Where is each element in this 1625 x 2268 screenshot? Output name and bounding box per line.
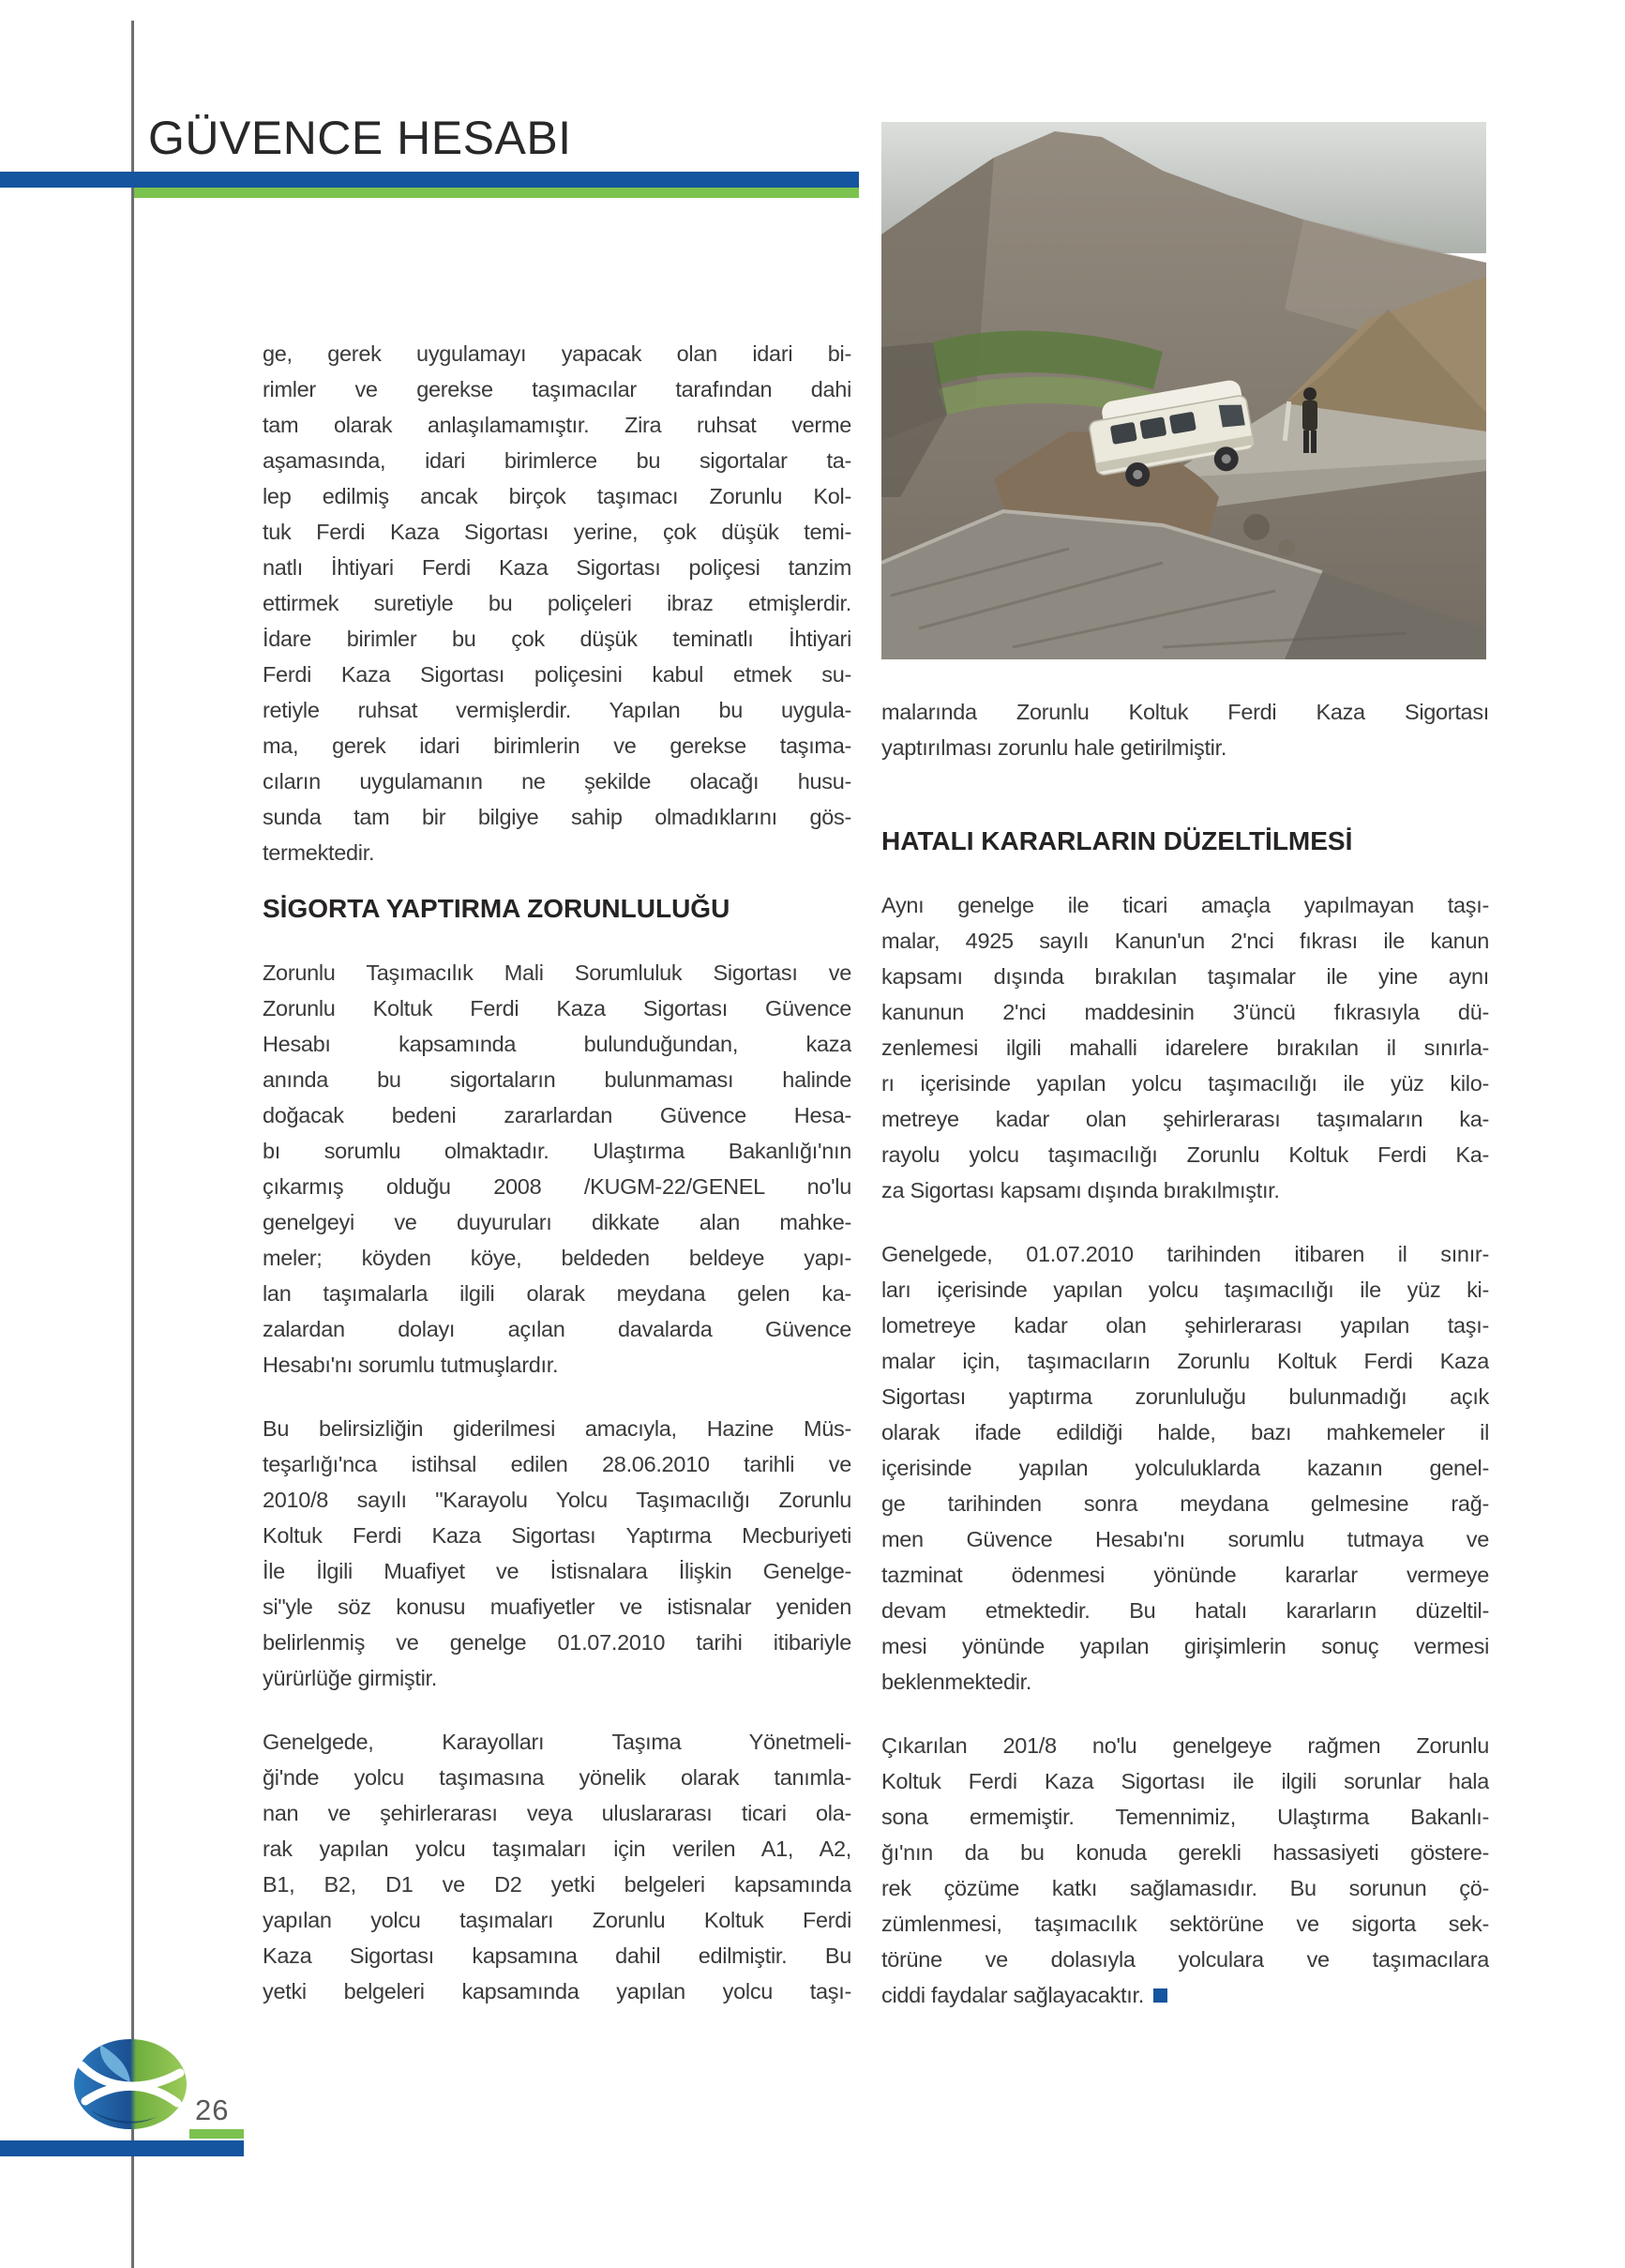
accident-photo-illustration [881, 122, 1486, 659]
text-line: zümlenmesi, taşımacılık sektörüne ve sigorta sek- [881, 1912, 1489, 1936]
text-line: za Sigortası kapsamı dışında bırakılmıştır. [881, 1178, 1280, 1202]
text-line: çıkarmış olduğu 2008 /KUGM-22/GENEL no'lu [263, 1174, 851, 1199]
text-line: retiyle ruhsat vermişlerdir. Yapılan bu uygula- [263, 698, 851, 722]
text-line: tam olarak anlaşılamamıştır. Zira ruhsat verme [263, 413, 851, 437]
text-line: sona ermemiştir. Temennimiz, Ulaştırma Bakanlı- [881, 1805, 1489, 1829]
text-line: Bu belirsizliğin giderilmesi amacıyla, Hazine Müs- [263, 1416, 851, 1441]
text-line: tuk Ferdi Kaza Sigortası yerine, çok düşük temi- [263, 520, 851, 544]
text-line: rimler ve gerekse taşımacılar tarafından dahi [263, 377, 851, 401]
section-heading: SİGORTA YAPTIRMA ZORUNLULUĞU [263, 894, 730, 923]
vertical-rule [131, 21, 134, 2268]
text-line: ma, gerek idari birimlerin ve gerekse taşıma- [263, 733, 851, 758]
text-line: rayolu yolcu taşımacılığı Zorunlu Koltuk Ferdi Ka- [881, 1142, 1489, 1167]
text-line: nan ve şehirlerarası veya uluslararası ticari ola- [263, 1801, 851, 1825]
text-line: doğacak bedeni zararlardan Güvence Hesa- [263, 1103, 851, 1127]
text-line: Genelgede, 01.07.2010 tarihinden itibaren il sınır- [881, 1242, 1489, 1266]
text-line: olarak ifade edildiği halde, bazı mahkemeler il [881, 1420, 1489, 1444]
text-line: törüne ve dolasıyla yolculara ve taşımacılara [881, 1947, 1489, 1972]
text-line: rı içerisinde yapılan yolcu taşımacılığı ile yüz kilo- [881, 1071, 1489, 1096]
text-line: anında bu sigortaların bulunmaması halinde [263, 1067, 851, 1092]
photo-rock-1 [1243, 514, 1270, 540]
text-line: İle İlgili Muafiyet ve İstisnalara İlişkin Genelge- [263, 1559, 851, 1583]
text-line: ciddi faydalar sağlayacaktır. [881, 1977, 1489, 2013]
text-line: Koltuk Ferdi Kaza Sigortası ile ilgili sorunlar hala [881, 1769, 1489, 1793]
text-line: Hesabı kapsamında bulunduğundan, kaza [263, 1032, 851, 1056]
page-number: 26 [195, 2094, 230, 2126]
text-line: cıların uygulamanın ne şekilde olacağı husu- [263, 769, 851, 794]
header-green-bar [134, 188, 859, 198]
text-line: ge tarihinden sonra meydana gelmesine rağ- [881, 1491, 1489, 1516]
text-line: yetki belgeleri kapsamında yapılan yolcu taşı- [263, 1979, 851, 2003]
left-column [263, 319, 851, 2009]
text-line: lometreye kadar olan şehirlerarası yapılan taşı- [881, 1313, 1489, 1338]
publisher-logo [72, 2037, 188, 2132]
text-line: tazminat ödenmesi yönünde kararlar vermeye [881, 1563, 1489, 1587]
header-blue-bar [0, 172, 859, 188]
text-line: 2010/8 sayılı "Karayolu Yolcu Taşımacılığı Zorunlu [263, 1488, 851, 1512]
text-line: natlı İhtiyari Ferdi Kaza Sigortası poliçesi tanzim [263, 555, 851, 580]
text-line: beklenmektedir. [881, 1670, 1032, 1694]
text-line: kanunun 2'nci maddesinin 3'üncü fıkrasıyla dü- [881, 1000, 1489, 1024]
text-line: Sigortası yaptırma zorunluluğu bulunmadığı açık [881, 1384, 1489, 1409]
text-line: lan taşımalarla ilgili olarak meydana gelen ka- [263, 1281, 851, 1306]
text-line: Kaza Sigortası kapsamına dahil edilmiştir. Bu [263, 1943, 851, 1968]
text-line: genelgeyi ve duyuruları dikkate alan mahke- [263, 1210, 851, 1234]
footer-green-bar [189, 2129, 244, 2139]
text-line: belirlenmiş ve genelge 01.07.2010 tarihi itibariyle [263, 1630, 851, 1655]
s-sphere-logo-icon [72, 2037, 188, 2132]
paragraph [881, 1236, 1489, 1700]
text-line: kapsamı dışında bırakılan taşımalar ile yine aynı [881, 964, 1489, 989]
text-line: Çıkarılan 201/8 no'lu genelgeye rağmen Zorunlu [881, 1733, 1489, 1758]
paragraph [881, 887, 1489, 1208]
text-line: teşarlığı'nca istihsal edilen 28.06.2010 tarihli ve [263, 1452, 851, 1476]
text-line: ge, gerek uygulamayı yapacak olan idari bi- [263, 341, 851, 366]
text-line: malarında Zorunlu Koltuk Ferdi Kaza Sigortası [881, 700, 1489, 724]
text-line: yürürlüğe girmiştir. [263, 1666, 437, 1690]
text-line: metreye kadar olan şehirlerarası taşımaların ka- [881, 1107, 1489, 1131]
text-line: Ferdi Kaza Sigortası poliçesini kabul etmek su- [263, 662, 851, 687]
end-mark-square [1153, 1988, 1167, 2003]
text-line: rek çözüme katkı sağlamasıdır. Bu sorunun çö- [881, 1876, 1489, 1900]
text-line: devam etmektedir. Bu hatalı kararların düzeltil- [881, 1598, 1489, 1623]
text-line: Zorunlu Koltuk Ferdi Kaza Sigortası Güvence [263, 996, 851, 1021]
page-title: GÜVENCE HESABI [148, 112, 572, 164]
accident-photo [881, 122, 1486, 659]
paragraph [263, 336, 851, 870]
text-line: aşamasında, idari birimlerce bu sigortalar ta- [263, 448, 851, 473]
text-line: ları içerisinde yapılan yolcu taşımacılığı ile yüz ki- [881, 1278, 1489, 1302]
text-line: bı sorumlu olmaktadır. Ulaştırma Bakanlığı'nın [263, 1139, 851, 1163]
text-line: mesi yönünde yapılan girişimlerin sonuç vermesi [881, 1634, 1489, 1658]
text-line: Genelgede, Karayolları Taşıma Yönetmeli- [263, 1730, 851, 1754]
paragraph [263, 955, 851, 1383]
text-line: men Güvence Hesabı'nı sorumlu tutmaya ve [881, 1527, 1489, 1551]
section-heading: HATALI KARARLARIN DÜZELTİLMESİ [881, 826, 1353, 855]
text-line: si"yle söz konusu muafiyetler ve istisnalar yeniden [263, 1595, 851, 1619]
text-line: zalardan dolayı açılan davalarda Güvence [263, 1317, 851, 1341]
text-line: B1, B2, D1 ve D2 yetki belgeleri kapsamında [263, 1872, 851, 1897]
text-line: ettirmek suretiyle bu poliçeleri ibraz etmişlerdir. [263, 591, 851, 615]
text-line: Zorunlu Taşımacılık Mali Sorumluluk Sigortası ve [263, 960, 851, 985]
text-line: ğı'nın da bu konuda gerekli hassasiyeti göstere- [881, 1840, 1489, 1865]
text-line: rak yapılan yolcu taşımaları için verilen A1, A2, [263, 1837, 851, 1861]
text-line: İdare birimler bu çok düşük teminatlı İhtiyari [263, 627, 851, 651]
text-line: Koltuk Ferdi Kaza Sigortası Yaptırma Mecburiyeti [263, 1523, 851, 1548]
text-line: malar için, taşımacıların Zorunlu Koltuk Ferdi Kaza [881, 1349, 1489, 1373]
paragraph [881, 1728, 1489, 2013]
text-line: içerisinde yapılan yolculuklarda kazanın genel- [881, 1456, 1489, 1480]
paragraph [881, 694, 1489, 765]
paragraph [263, 1724, 851, 2009]
right-column [881, 657, 1489, 2013]
text-line: Aynı genelge ile ticari amaçla yapılmayan taşı- [881, 893, 1489, 917]
footer-blue-bar [0, 2140, 244, 2156]
text-line: yaptırılması zorunlu hale getirilmiştir. [881, 735, 1227, 760]
photo-rock-2 [1278, 539, 1295, 556]
text-line: ği'nde yolcu taşımasına yönelik olarak tanımla- [263, 1765, 851, 1790]
text-line: yapılan yolcu taşımaları Zorunlu Koltuk Ferdi [263, 1908, 851, 1932]
text-line: zenlemesi ilgili mahalli idarelere bırakılan il sınırla- [881, 1036, 1489, 1060]
text-line: meler; köyden köye, beldeden beldeye yapı- [263, 1246, 851, 1270]
text-line: lep edilmiş ancak birçok taşımacı Zorunlu Kol- [263, 484, 851, 508]
paragraph [263, 1411, 851, 1696]
text-line: termektedir. [263, 840, 375, 865]
text-line: malar, 4925 sayılı Kanun'un 2'nci fıkrası ile kanun [881, 929, 1489, 953]
text-line: Hesabı'nı sorumlu tutmuşlardır. [263, 1353, 559, 1377]
text-line: sunda tam bir bilgiye sahip olmadıklarını gös- [263, 805, 851, 829]
